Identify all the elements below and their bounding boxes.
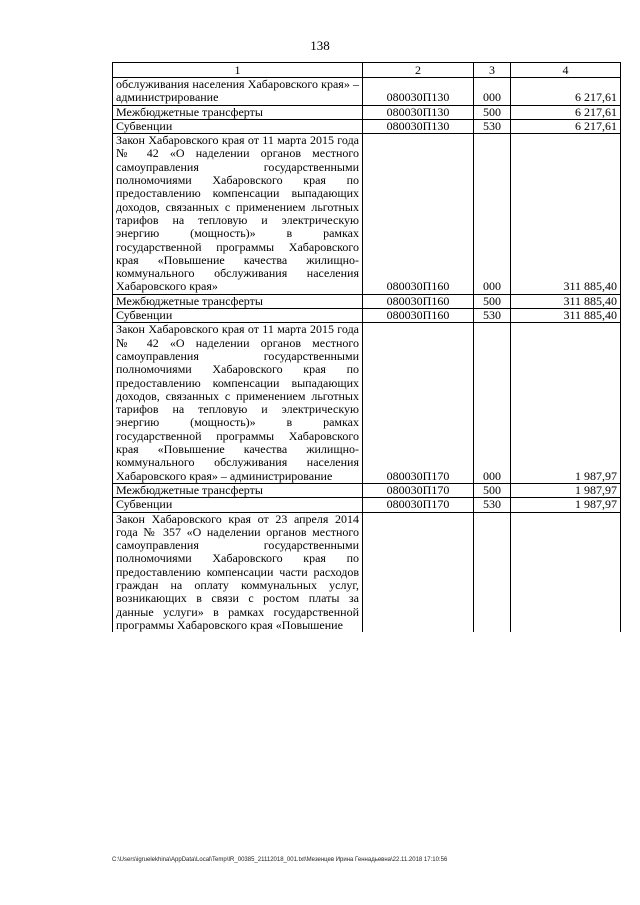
row-sum: 311 885,40 xyxy=(511,134,621,295)
column-header: 3 xyxy=(474,63,511,78)
row-code: 080030П130 xyxy=(363,78,474,106)
row-expense-type: 530 xyxy=(474,498,511,512)
row-sum xyxy=(511,512,621,632)
row-expense-type: 000 xyxy=(474,78,511,106)
table-header-row xyxy=(113,63,621,78)
row-code: 080030П160 xyxy=(363,309,474,323)
row-sum: 6 217,61 xyxy=(511,105,621,119)
file-path-footer: C:\Users\igruelekhina\AppData\Local\Temp\IR_00385_21112018_001.txt\Мезенцев Ирина Геннадьевна\22.11.2018 17:10:56 xyxy=(112,857,448,863)
row-sum: 1 987,97 xyxy=(511,483,621,497)
row-name: Межбюджетные трансферты xyxy=(113,294,363,308)
row-name: Субвенции xyxy=(113,309,363,323)
row-expense-type: 500 xyxy=(474,483,511,497)
row-sum: 311 885,40 xyxy=(511,294,621,308)
row-name: Закон Хабаровского края от 11 марта 2015 года № 42 «О наделении органов местного самоуправления государственными полномочиями Хабаровского края по предоставлению компенсации выпадающих доходов, связанных с применением льготных тарифов на тепловую и электрическую энергию (мощность)» в рамках государственной программы Хабаровского края «Повышение качества жилищно-коммунального обслуживания населения Хабаровского края» – администрирование xyxy=(113,323,363,484)
row-expense-type: 500 xyxy=(474,105,511,119)
row-sum: 1 987,97 xyxy=(511,323,621,484)
row-name: Субвенции xyxy=(113,119,363,133)
row-expense-type: 500 xyxy=(474,294,511,308)
row-name: обслуживания населения Хабаровского края» – администрирование xyxy=(113,78,363,106)
row-sum: 1 987,97 xyxy=(511,498,621,512)
table-row xyxy=(113,512,621,632)
row-name: Межбюджетные трансферты xyxy=(113,483,363,497)
row-sum: 6 217,61 xyxy=(511,78,621,106)
table-row xyxy=(113,483,621,497)
row-code xyxy=(363,512,474,632)
row-expense-type: 000 xyxy=(474,323,511,484)
row-code: 080030П170 xyxy=(363,323,474,484)
row-name: Закон Хабаровского края от 11 марта 2015 года № 42 «О наделении органов местного самоуправления государственными полномочиями Хабаровского края по предоставлению компенсации выпадающих доходов, связанных с применением льготных тарифов на тепловую и электрическую энергию (мощность)» в рамках государственной программы Хабаровского края «Повышение качества жилищно-коммунального обслуживания населения Хабаровского края» xyxy=(113,134,363,295)
page-number: 138 xyxy=(310,38,330,53)
table-row xyxy=(113,105,621,119)
row-sum: 311 885,40 xyxy=(511,309,621,323)
row-code: 080030П170 xyxy=(363,483,474,497)
row-name: Субвенции xyxy=(113,498,363,512)
row-code: 080030П160 xyxy=(363,134,474,295)
table-row xyxy=(113,294,621,308)
row-name: Закон Хабаровского края от 23 апреля 2014 года № 357 «О наделении органов местного самоуправления государственными полномочиями Хабаровского края по предоставлению компенсации части расходов граждан на оплату коммунальных услуг, возникающих в связи с ростом платы за данные услуги» в рамках государственной программы Хабаровского края «Повышение xyxy=(113,512,363,632)
table-row xyxy=(113,323,621,484)
column-header: 2 xyxy=(363,63,474,78)
row-name: Межбюджетные трансферты xyxy=(113,105,363,119)
table-row xyxy=(113,78,621,106)
row-expense-type: 000 xyxy=(474,134,511,295)
row-code: 080030П160 xyxy=(363,294,474,308)
row-expense-type: 530 xyxy=(474,119,511,133)
table-row xyxy=(113,498,621,512)
column-header: 1 xyxy=(113,63,363,78)
row-expense-type xyxy=(474,512,511,632)
budget-table xyxy=(112,62,621,632)
row-code: 080030П170 xyxy=(363,498,474,512)
row-code: 080030П130 xyxy=(363,119,474,133)
table-row xyxy=(113,309,621,323)
row-expense-type: 530 xyxy=(474,309,511,323)
table-row xyxy=(113,119,621,133)
row-sum: 6 217,61 xyxy=(511,119,621,133)
row-code: 080030П130 xyxy=(363,105,474,119)
table-row xyxy=(113,134,621,295)
column-header: 4 xyxy=(511,63,621,78)
